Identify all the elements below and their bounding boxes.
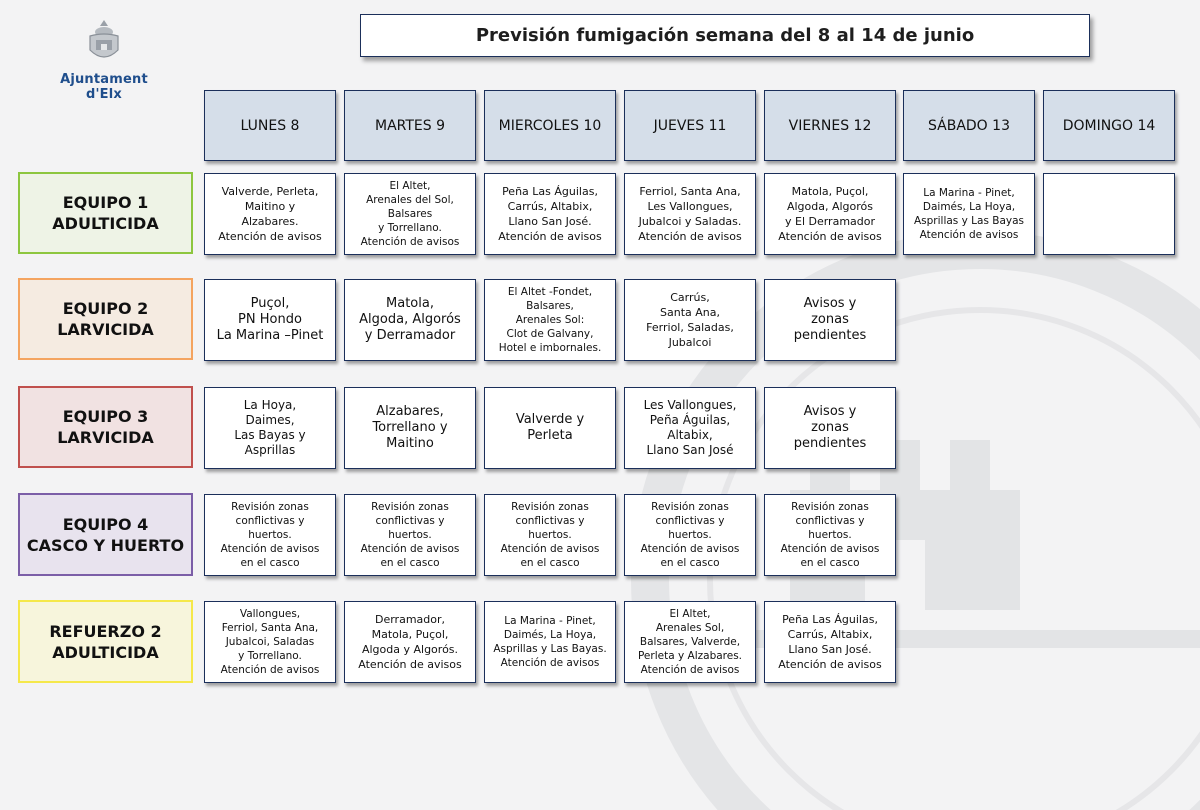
- team-label: EQUIPO 2 LARVICIDA: [18, 278, 193, 360]
- schedule-cell: El Altet, Arenales Sol, Balsares, Valverde, Perleta y Alzabares. Atención de avisos: [624, 601, 756, 683]
- schedule-cell: Avisos y zonas pendientes: [764, 279, 896, 361]
- day-header: MIERCOLES 10: [484, 90, 616, 161]
- schedule-cell: Revisión zonas conflictivas y huertos. Atención de avisos en el casco: [344, 494, 476, 576]
- team-label: EQUIPO 3 LARVICIDA: [18, 386, 193, 468]
- schedule-cell: Derramador, Matola, Puçol, Algoda y Algorós. Atención de avisos: [344, 601, 476, 683]
- schedule-cell: Les Vallongues, Peña Águilas, Altabix, Llano San José: [624, 387, 756, 469]
- schedule-cell: La Hoya, Daimes, Las Bayas y Asprillas: [204, 387, 336, 469]
- team-label: EQUIPO 4 CASCO Y HUERTO: [18, 493, 193, 576]
- schedule-cell: El Altet, Arenales del Sol, Balsares y Torrellano. Atención de avisos: [344, 173, 476, 255]
- city-logo: [44, 18, 164, 102]
- schedule-cell: Revisión zonas conflictivas y huertos. Atención de avisos en el casco: [204, 494, 336, 576]
- schedule-cell: Ferriol, Santa Ana, Les Vallongues, Jubalcoi y Saladas. Atención de avisos: [624, 173, 756, 255]
- schedule-cell: Avisos y zonas pendientes: [764, 387, 896, 469]
- day-header: MARTES 9: [344, 90, 476, 161]
- schedule-cell: La Marina - Pinet, Daimés, La Hoya, Asprillas y Las Bayas Atención de avisos: [903, 173, 1035, 255]
- team-label: EQUIPO 1 ADULTICIDA: [18, 172, 193, 254]
- day-header: SÁBADO 13: [903, 90, 1035, 161]
- schedule-cell: Vallongues, Ferriol, Santa Ana, Jubalcoi, Saladas y Torrellano. Atención de avisos: [204, 601, 336, 683]
- day-header: JUEVES 11: [624, 90, 756, 161]
- schedule-cell: Revisión zonas conflictivas y huertos. Atención de avisos en el casco: [624, 494, 756, 576]
- schedule-cell: Carrús, Santa Ana, Ferriol, Saladas, Jubalcoi: [624, 279, 756, 361]
- schedule-cell: Valverde, Perleta, Maitino y Alzabares. Atención de avisos: [204, 173, 336, 255]
- team-label: REFUERZO 2 ADULTICIDA: [18, 600, 193, 683]
- schedule-cell: Peña Las Águilas, Carrús, Altabix, Llano San José. Atención de avisos: [484, 173, 616, 255]
- schedule-cell: Peña Las Águilas, Carrús, Altabix, Llano San José. Atención de avisos: [764, 601, 896, 683]
- logo-name: Ajuntament d'Elx: [60, 72, 148, 102]
- schedule-cell: Revisión zonas conflictivas y huertos. Atención de avisos en el casco: [484, 494, 616, 576]
- schedule-cell: Revisión zonas conflictivas y huertos. Atención de avisos en el casco: [764, 494, 896, 576]
- schedule-cell: Alzabares, Torrellano y Maitino: [344, 387, 476, 469]
- schedule-cell: Puçol, PN Hondo La Marina –Pinet: [204, 279, 336, 361]
- schedule-cell: La Marina - Pinet, Daimés, La Hoya, Asprillas y Las Bayas. Atención de avisos: [484, 601, 616, 683]
- schedule-cell: El Altet -Fondet, Balsares, Arenales Sol: Clot de Galvany, Hotel e imbornales.: [484, 279, 616, 361]
- page-title: Previsión fumigación semana del 8 al 14 de junio: [360, 14, 1090, 57]
- day-header: VIERNES 12: [764, 90, 896, 161]
- schedule-cell: Valverde y Perleta: [484, 387, 616, 469]
- schedule-cell: Matola, Puçol, Algoda, Algorós y El Derramador Atención de avisos: [764, 173, 896, 255]
- coat-of-arms-icon: [84, 18, 124, 66]
- day-header: DOMINGO 14: [1043, 90, 1175, 161]
- schedule-cell: [1043, 173, 1175, 255]
- schedule-cell: Matola, Algoda, Algorós y Derramador: [344, 279, 476, 361]
- day-header: LUNES 8: [204, 90, 336, 161]
